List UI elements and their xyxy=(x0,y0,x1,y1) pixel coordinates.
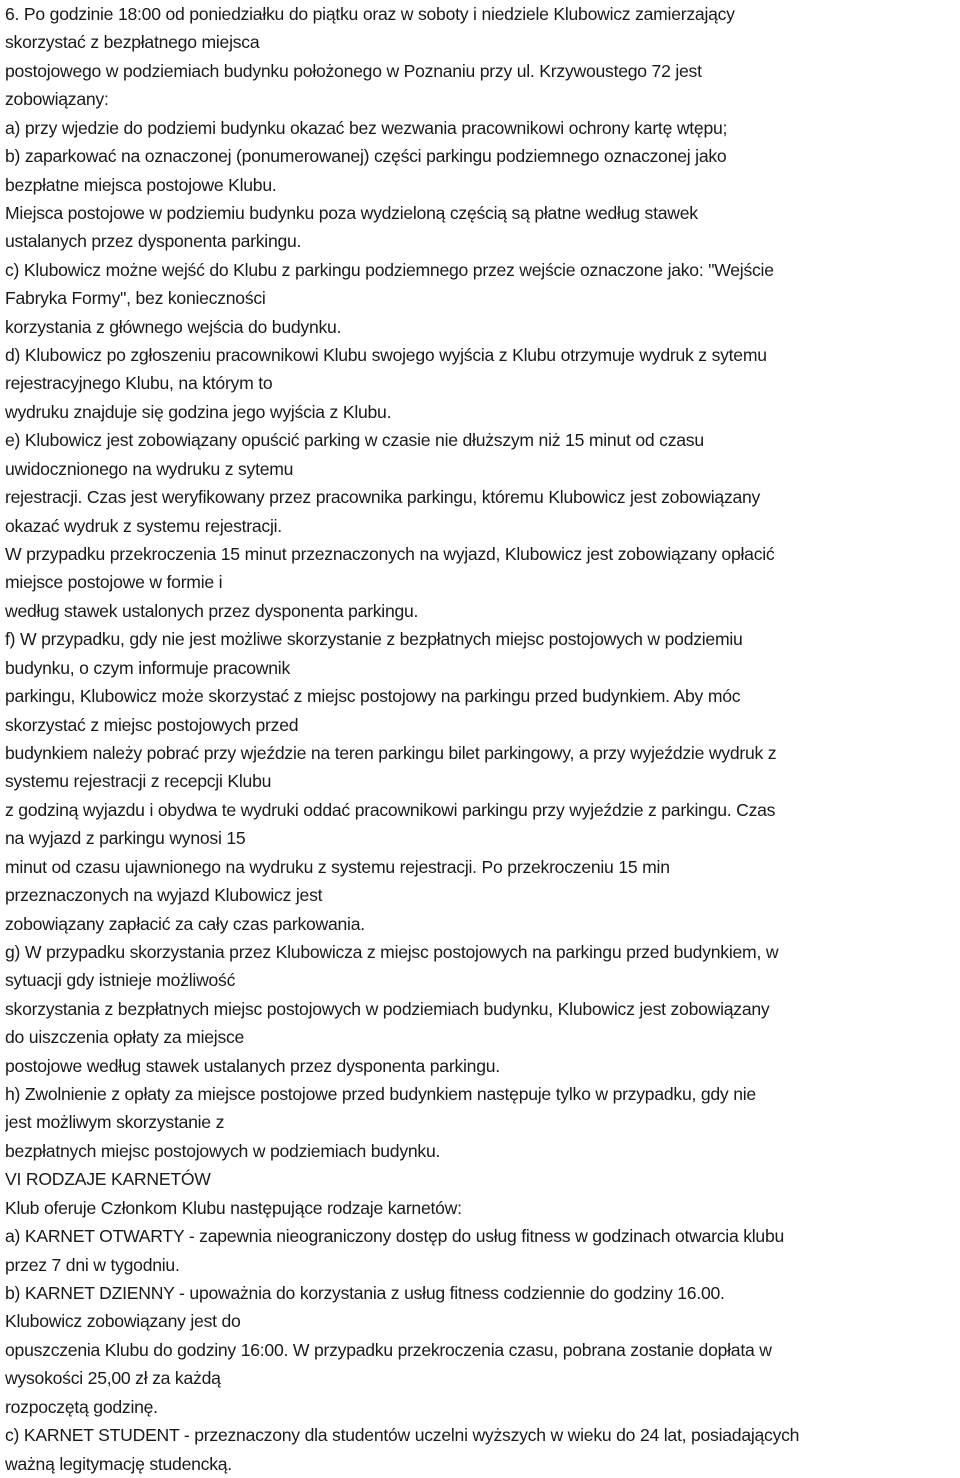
text-line: rozpoczętą godzinę. xyxy=(5,1396,158,1417)
text-line: W przypadku przekroczenia 15 minut przeznaczonych na wyjazd, Klubowicz jest zobowiązany opłacić xyxy=(5,544,775,565)
text-line: zobowiązany zapłacić za cały czas parkowania. xyxy=(5,913,365,934)
text-line: bezpłatne miejsca postojowe Klubu. xyxy=(5,174,277,195)
text-line: postojowego w podziemiach budynku położonego w Poznaniu przy ul. Krzywoustego 72 jest xyxy=(5,60,702,81)
text-line: e) Klubowicz jest zobowiązany opuścić parking w czasie nie dłuższym niż 15 minut od czasu xyxy=(5,430,704,451)
text-line: postojowe według stawek ustalanych przez dysponenta parkingu. xyxy=(5,1055,500,1076)
text-line: systemu rejestracji z recepcji Klubu xyxy=(5,771,272,792)
text-line: uwidocznionego na wydruku z sytemu xyxy=(5,458,294,479)
text-line: wysokości 25,00 zł za każdą xyxy=(5,1368,221,1389)
text-line: b) zaparkować na oznaczonej (ponumerowanej) części parkingu podziemnego oznaczonej jako xyxy=(5,146,727,167)
text-line: rejestracyjnego Klubu, na którym to xyxy=(5,373,273,394)
text-line: d) Klubowicz po zgłoszeniu pracownikowi Klubu swojego wyjścia z Klubu otrzymuje wydruk z sytemu xyxy=(5,345,767,366)
text-line: Miejsca postojowe w podziemiu budynku poza wydzieloną częścią są płatne według stawek xyxy=(5,202,698,223)
text-line: f) W przypadku, gdy nie jest możliwe skorzystanie z bezpłatnych miejsc postojowych w podziemiu xyxy=(5,629,743,650)
text-line: zobowiązany: xyxy=(5,89,109,110)
text-line: do uiszczenia opłaty za miejsce xyxy=(5,1027,245,1048)
text-line: parkingu, Klubowicz może skorzystać z miejsc postojowy na parkingu przed budynkiem. Aby móc xyxy=(5,686,741,707)
document-text xyxy=(5,0,956,1478)
text-line: b) KARNET DZIENNY - upoważnia do korzystania z usług fitness codziennie do godziny 16.00. xyxy=(5,1282,725,1303)
text-line: skorzystania z bezpłatnych miejsc postojowych w podziemiach budynku, Klubowicz jest zobowiązany xyxy=(5,998,770,1019)
text-line: a) przy wjedzie do podziemi budynku okazać bez wezwania pracownikowi ochrony kartę wtępu; xyxy=(5,117,728,138)
text-line: z godziną wyjazdu i obydwa te wydruki oddać pracownikowi parkingu przy wyjeździe z parkingu. Czas xyxy=(5,799,776,820)
text-line: Klub oferuje Członkom Klubu następujące rodzaje karnetów: xyxy=(5,1197,462,1218)
text-line: przez 7 dni w tygodniu. xyxy=(5,1254,180,1275)
text-line: ważną legitymację studencką. xyxy=(5,1453,232,1474)
text-line: według stawek ustalonych przez dysponenta parkingu. xyxy=(5,600,419,621)
text-line: ustalanych przez dysponenta parkingu. xyxy=(5,231,302,252)
text-line: rejestracji. Czas jest weryfikowany przez pracownika parkingu, któremu Klubowicz jest zobowiązany xyxy=(5,487,761,508)
text-line: jest możliwym skorzystanie z xyxy=(5,1112,225,1133)
text-line: Fabryka Formy", bez konieczności xyxy=(5,288,266,309)
text-line: skorzystać z miejsc postojowych przed xyxy=(5,714,299,735)
text-line: okazać wydruk z systemu rejestracji. xyxy=(5,515,282,536)
text-line: minut od czasu ujawnionego na wydruku z systemu rejestracji. Po przekroczeniu 15 min xyxy=(5,856,670,877)
text-line: c) KARNET STUDENT - przeznaczony dla studentów uczelni wyższych w wieku do 24 lat, posiadających xyxy=(5,1425,800,1446)
text-line: skorzystać z bezpłatnego miejsca xyxy=(5,32,260,53)
text-line: budynku, o czym informuje pracownik xyxy=(5,657,291,678)
text-line: korzystania z głównego wejścia do budynku. xyxy=(5,316,342,337)
text-line: bezpłatnych miejsc postojowych w podziemiach budynku. xyxy=(5,1140,441,1161)
text-line: Klubowicz zobowiązany jest do xyxy=(5,1311,241,1332)
text-line: sytuacji gdy istnieje możliwość xyxy=(5,970,236,991)
text-line: h) Zwolnienie z opłaty za miejsce postojowe przed budynkiem następuje tylko w przypadku, gdy nie xyxy=(5,1084,756,1105)
text-line: przeznaczonych na wyjazd Klubowicz jest xyxy=(5,885,323,906)
text-line: wydruku znajduje się godzina jego wyjścia z Klubu. xyxy=(5,401,392,422)
text-line: budynkiem należy pobrać przy wjeździe na teren parkingu bilet parkingowy, a przy wyjeździe wydruk z xyxy=(5,742,777,763)
text-line: 6. Po godzinie 18:00 od poniedziałku do piątku oraz w soboty i niedziele Klubowicz zamierzający xyxy=(5,4,735,24)
text-line: na wyjazd z parkingu wynosi 15 xyxy=(5,828,246,849)
text-line: miejsce postojowe w formie i xyxy=(5,572,223,593)
text-line: opuszczenia Klubu do godziny 16:00. W przypadku przekroczenia czasu, pobrana zostanie dopłata w xyxy=(5,1339,772,1360)
text-line: a) KARNET OTWARTY - zapewnia nieograniczony dostęp do usług fitness w godzinach otwarcia klubu xyxy=(5,1226,785,1247)
text-line: VI RODZAJE KARNETÓW xyxy=(5,1169,211,1190)
text-line: g) W przypadku skorzystania przez Klubowicza z miejsc postojowych na parkingu przed budynkiem, w xyxy=(5,941,779,962)
text-line: c) Klubowicz możne wejść do Klubu z parkingu podziemnego przez wejście oznaczone jako: "Wejście xyxy=(5,259,774,280)
